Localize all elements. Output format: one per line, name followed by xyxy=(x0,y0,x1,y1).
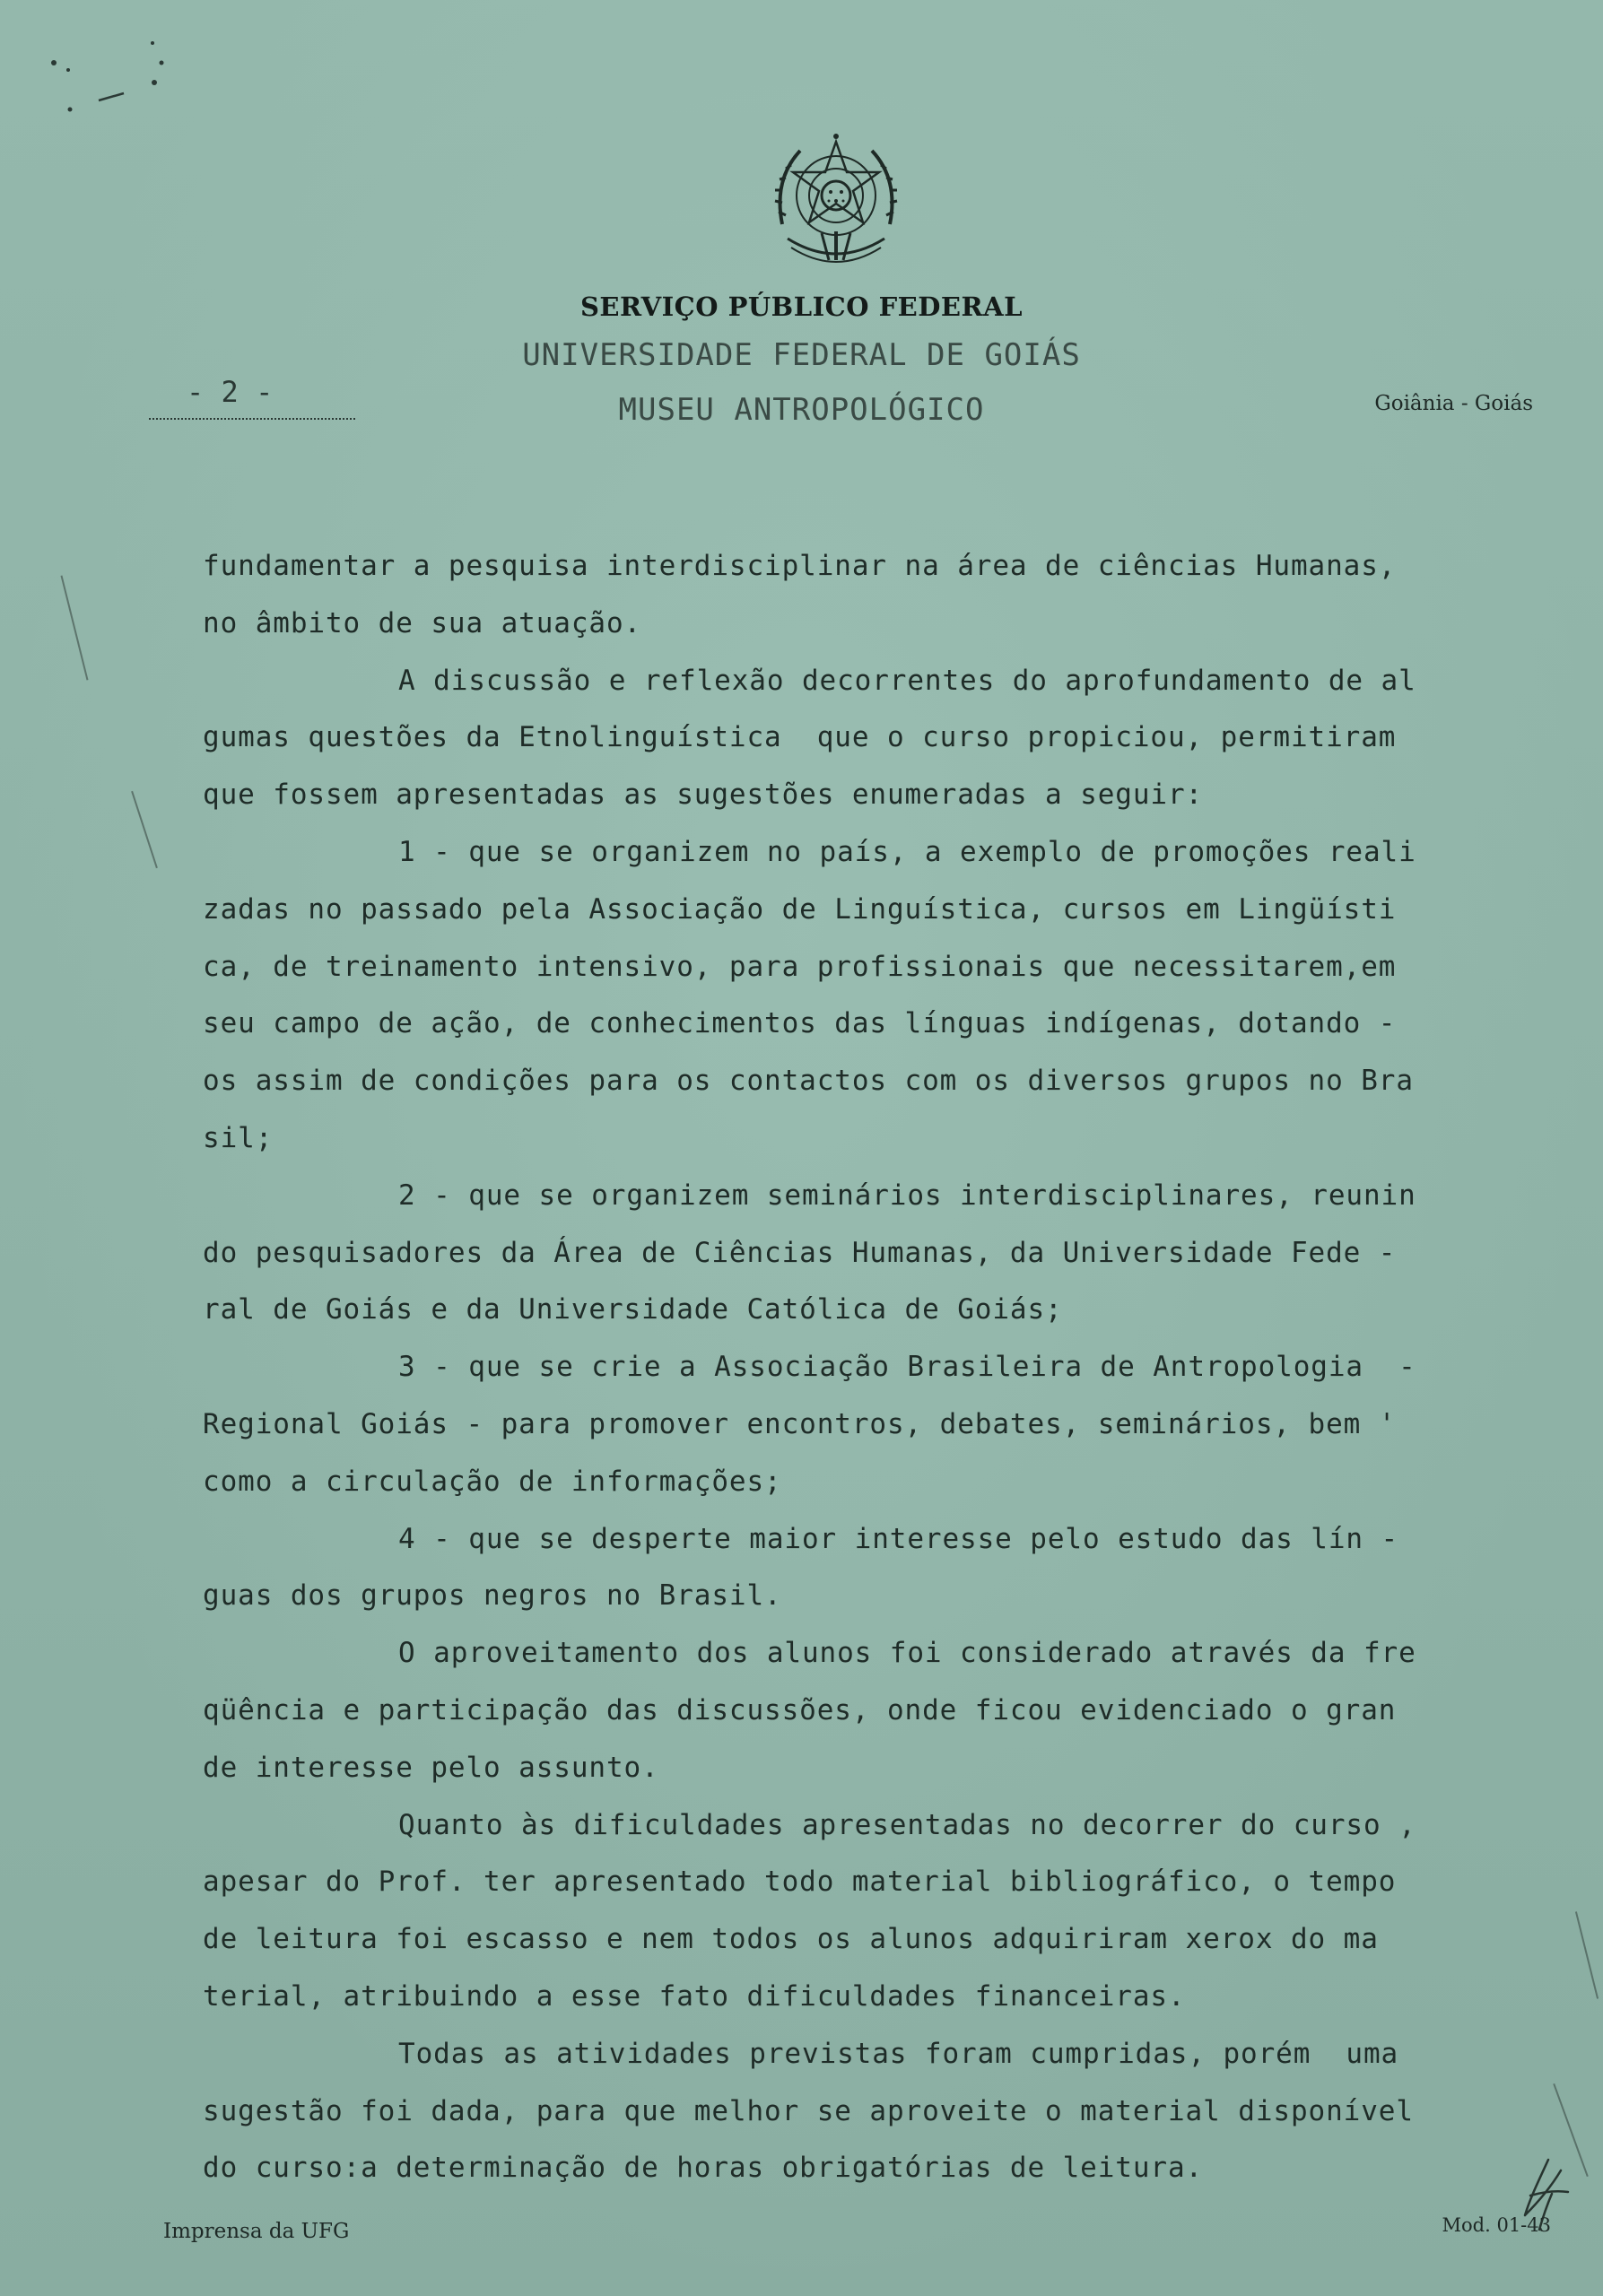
city-label: Goiânia - Goiás xyxy=(1374,392,1533,415)
brazil-coat-of-arms-icon xyxy=(764,126,908,278)
body-line: 1 - que se organizem no país, a exemplo de promoções reali xyxy=(398,835,1416,868)
body-line: 3 - que se crie a Associação Brasileira de Antropologia - xyxy=(398,1351,1416,1384)
body-line: seu campo de ação, de conhecimentos das línguas indígenas, dotando - xyxy=(203,1007,1397,1040)
margin-mark xyxy=(61,576,89,681)
body-line: 2 - que se organizem seminários interdisciplinares, reunin xyxy=(398,1178,1416,1212)
body-line: gumas questões da Etnolinguística que o curso propiciou, permitiram xyxy=(203,721,1397,754)
body-line: Regional Goiás - para promover encontros, debates, seminários, bem ' xyxy=(203,1407,1397,1440)
body-line: de leitura foi escasso e nem todos os alunos adquiriram xerox do ma xyxy=(203,1923,1379,1956)
body-line: fundamentar a pesquisa interdisciplinar na área de ciências Humanas, xyxy=(203,550,1397,582)
body-line: A discussão e reflexão decorrentes do aprofundamento de al xyxy=(398,664,1416,697)
page-number-rule xyxy=(149,418,355,420)
body-line: terial, atribuindo a esse fato dificuldades financeiras. xyxy=(203,1979,1186,2013)
body-line: como a circulação de informações; xyxy=(203,1465,782,1498)
page-number: - 2 - xyxy=(187,375,274,409)
body-line: sugestão foi dada, para que melhor se aproveite o material disponível xyxy=(203,2094,1414,2127)
body-line: apesar do Prof. ter apresentado todo material bibliográfico, o tempo xyxy=(203,1866,1397,1899)
body-line: guas dos grupos negros no Brasil. xyxy=(203,1579,782,1613)
body-line: de interesse pelo assunto. xyxy=(203,1751,659,1784)
margin-specks xyxy=(36,27,179,126)
body-line: qüência e participação das discussões, onde ficou evidenciado o gran xyxy=(203,1693,1397,1726)
museum-name: MUSEU ANTROPOLÓGICO xyxy=(618,392,985,428)
university-name: UNIVERSIDADE FEDERAL DE GOIÁS xyxy=(522,337,1081,373)
margin-mark xyxy=(131,791,158,868)
service-title: SERVIÇO PÚBLICO FEDERAL xyxy=(579,291,1024,322)
letter-body xyxy=(203,538,1521,2197)
body-line: no âmbito de sua atuação. xyxy=(203,606,642,639)
body-line: Quanto às dificuldades apresentadas no decorrer do curso , xyxy=(398,1808,1416,1841)
body-line: O aproveitamento dos alunos foi considerado através da fre xyxy=(398,1637,1416,1670)
body-line: sil; xyxy=(203,1121,274,1154)
margin-mark xyxy=(1575,1911,1599,1999)
body-line: os assim de condições para os contactos com os diversos grupos no Bra xyxy=(203,1065,1414,1098)
body-line: do pesquisadores da Área de Ciências Humanas, da Universidade Fede - xyxy=(203,1236,1397,1269)
body-line: ca, de treinamento intensivo, para profissionais que necessitarem,em xyxy=(203,950,1397,983)
body-line: do curso:a determinação de horas obrigatórias de leitura. xyxy=(203,2152,1204,2185)
body-line: 4 - que se desperte maior interesse pelo estudo das lín - xyxy=(398,1522,1399,1555)
body-line: zadas no passado pela Associação de Linguística, cursos em Lingüísti xyxy=(203,892,1397,926)
press-label: Imprensa da UFG xyxy=(163,2220,350,2243)
body-line: que fossem apresentadas as sugestões enumeradas a seguir: xyxy=(203,778,1204,812)
body-line: Todas as atividades previstas foram cumpridas, porém uma xyxy=(398,2037,1399,2070)
body-line: ral de Goiás e da Universidade Católica de Goiás; xyxy=(203,1293,1063,1326)
form-code: Mod. 01-43 xyxy=(1442,2214,1551,2236)
